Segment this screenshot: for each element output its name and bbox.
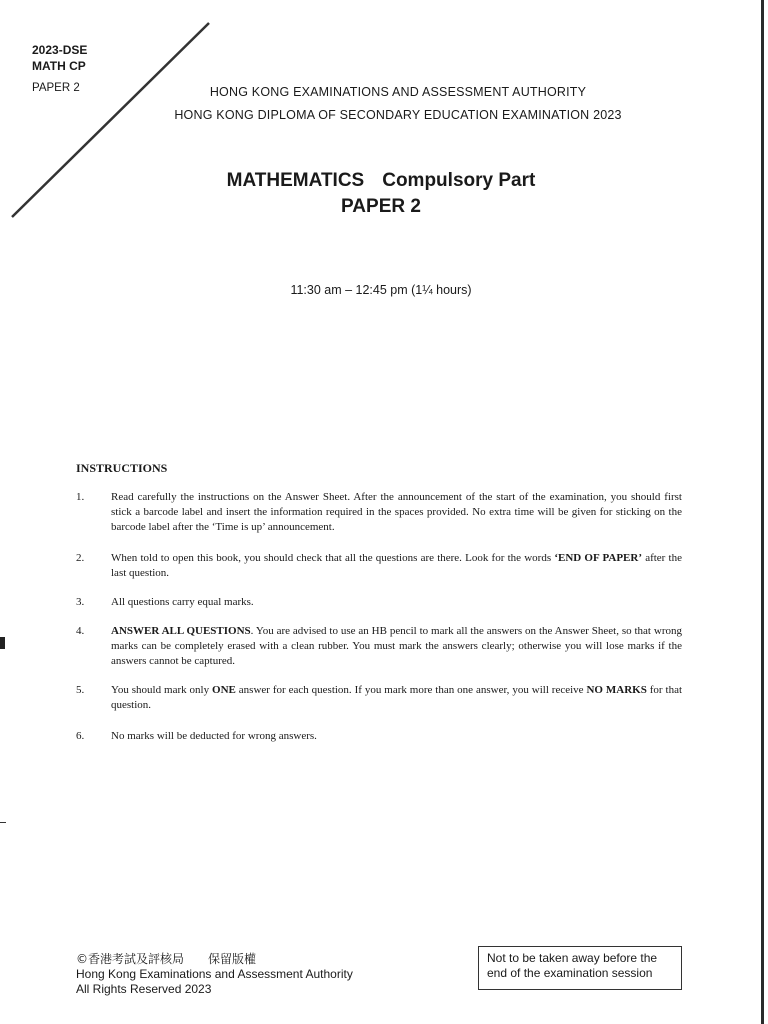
instruction-number: 5.: [76, 684, 85, 696]
subject-name: MATHEMATICS: [226, 170, 365, 191]
instruction-item: [76, 683, 682, 713]
instruction-text-part: after the last question.: [111, 552, 682, 579]
instruction-item: [76, 729, 682, 744]
copyright-en: Hong Kong Examinations and Assessment Authority: [76, 967, 353, 981]
paper-label: PAPER 2: [32, 82, 80, 94]
copyright-zh-line: [76, 952, 353, 967]
instruction-item: [76, 551, 682, 581]
instruction-item: [76, 595, 682, 610]
authority-name: HONG KONG EXAMINATIONS AND ASSESSMENT AUTHORITY: [209, 85, 587, 99]
scan-registration-mark: [0, 637, 5, 649]
instruction-number: 1.: [76, 491, 85, 503]
instruction-text: All questions carry equal marks.: [111, 596, 254, 608]
instructions-heading: INSTRUCTIONS: [76, 461, 168, 475]
instruction-text: [111, 683, 682, 713]
copyright-block: [76, 952, 353, 997]
subject-title: [0, 170, 762, 192]
instruction-text-part: . You are advised to use an HB pencil to mark all the answers on the Answer Sheet, so that wrong marks can be completely erased with a clean rubber. You must mark the answers clearly; otherwise you will lose marks if the answers cannot be captured.: [111, 625, 682, 667]
instruction-item: [76, 490, 682, 535]
instruction-number: 4.: [76, 625, 85, 637]
subject-code: MATH CP: [32, 59, 86, 73]
instruction-item: [76, 624, 682, 669]
instruction-text-part: You should mark only: [111, 684, 213, 696]
subject-part: Compulsory Part: [382, 170, 536, 191]
instruction-text-part: When told to open this book, you should check that all the questions are there. Look for the words: [111, 552, 555, 564]
instruction-number: 3.: [76, 596, 85, 608]
instruction-emphasis: NO MARKS: [586, 684, 647, 696]
rights-en: All Rights Reserved 2023: [76, 982, 212, 996]
copyright-zh: ©香港考試及評核局: [76, 952, 185, 966]
exam-name: HONG KONG DIPLOMA OF SECONDARY EDUCATION EXAMINATION 2023: [174, 108, 622, 122]
instruction-text: No marks will be deducted for wrong answers.: [111, 730, 317, 742]
instruction-number: 6.: [76, 730, 85, 742]
exam-time: 11:30 am – 12:45 pm (1¼ hours): [290, 283, 472, 297]
paper-title: PAPER 2: [341, 196, 421, 217]
instruction-text: [111, 624, 682, 669]
instruction-emphasis: ONE: [212, 684, 236, 696]
instruction-text-part: for that question.: [111, 684, 683, 711]
instruction-emphasis: ‘END OF PAPER’: [554, 552, 642, 564]
margin-tick: [0, 822, 6, 823]
instruction-number: 2.: [76, 552, 85, 564]
instruction-text: Read carefully the instructions on the Answer Sheet. After the announcement of the start of the examination, you should first stick a barcode label and insert the information required in the spaces provided. No extra time will be given for sticking on the barcode label after the ‘Time is up’ announcement.: [111, 491, 682, 533]
instruction-emphasis: ANSWER ALL QUESTIONS: [111, 625, 251, 637]
instruction-text: [111, 551, 682, 581]
rights-zh: 保留版權: [208, 952, 257, 966]
instruction-text-part: answer for each question. If you mark more than one answer, you will receive: [235, 684, 587, 696]
notice-box: Not to be taken away before the end of the examination session: [478, 946, 682, 990]
exam-code: 2023-DSE: [32, 43, 88, 57]
